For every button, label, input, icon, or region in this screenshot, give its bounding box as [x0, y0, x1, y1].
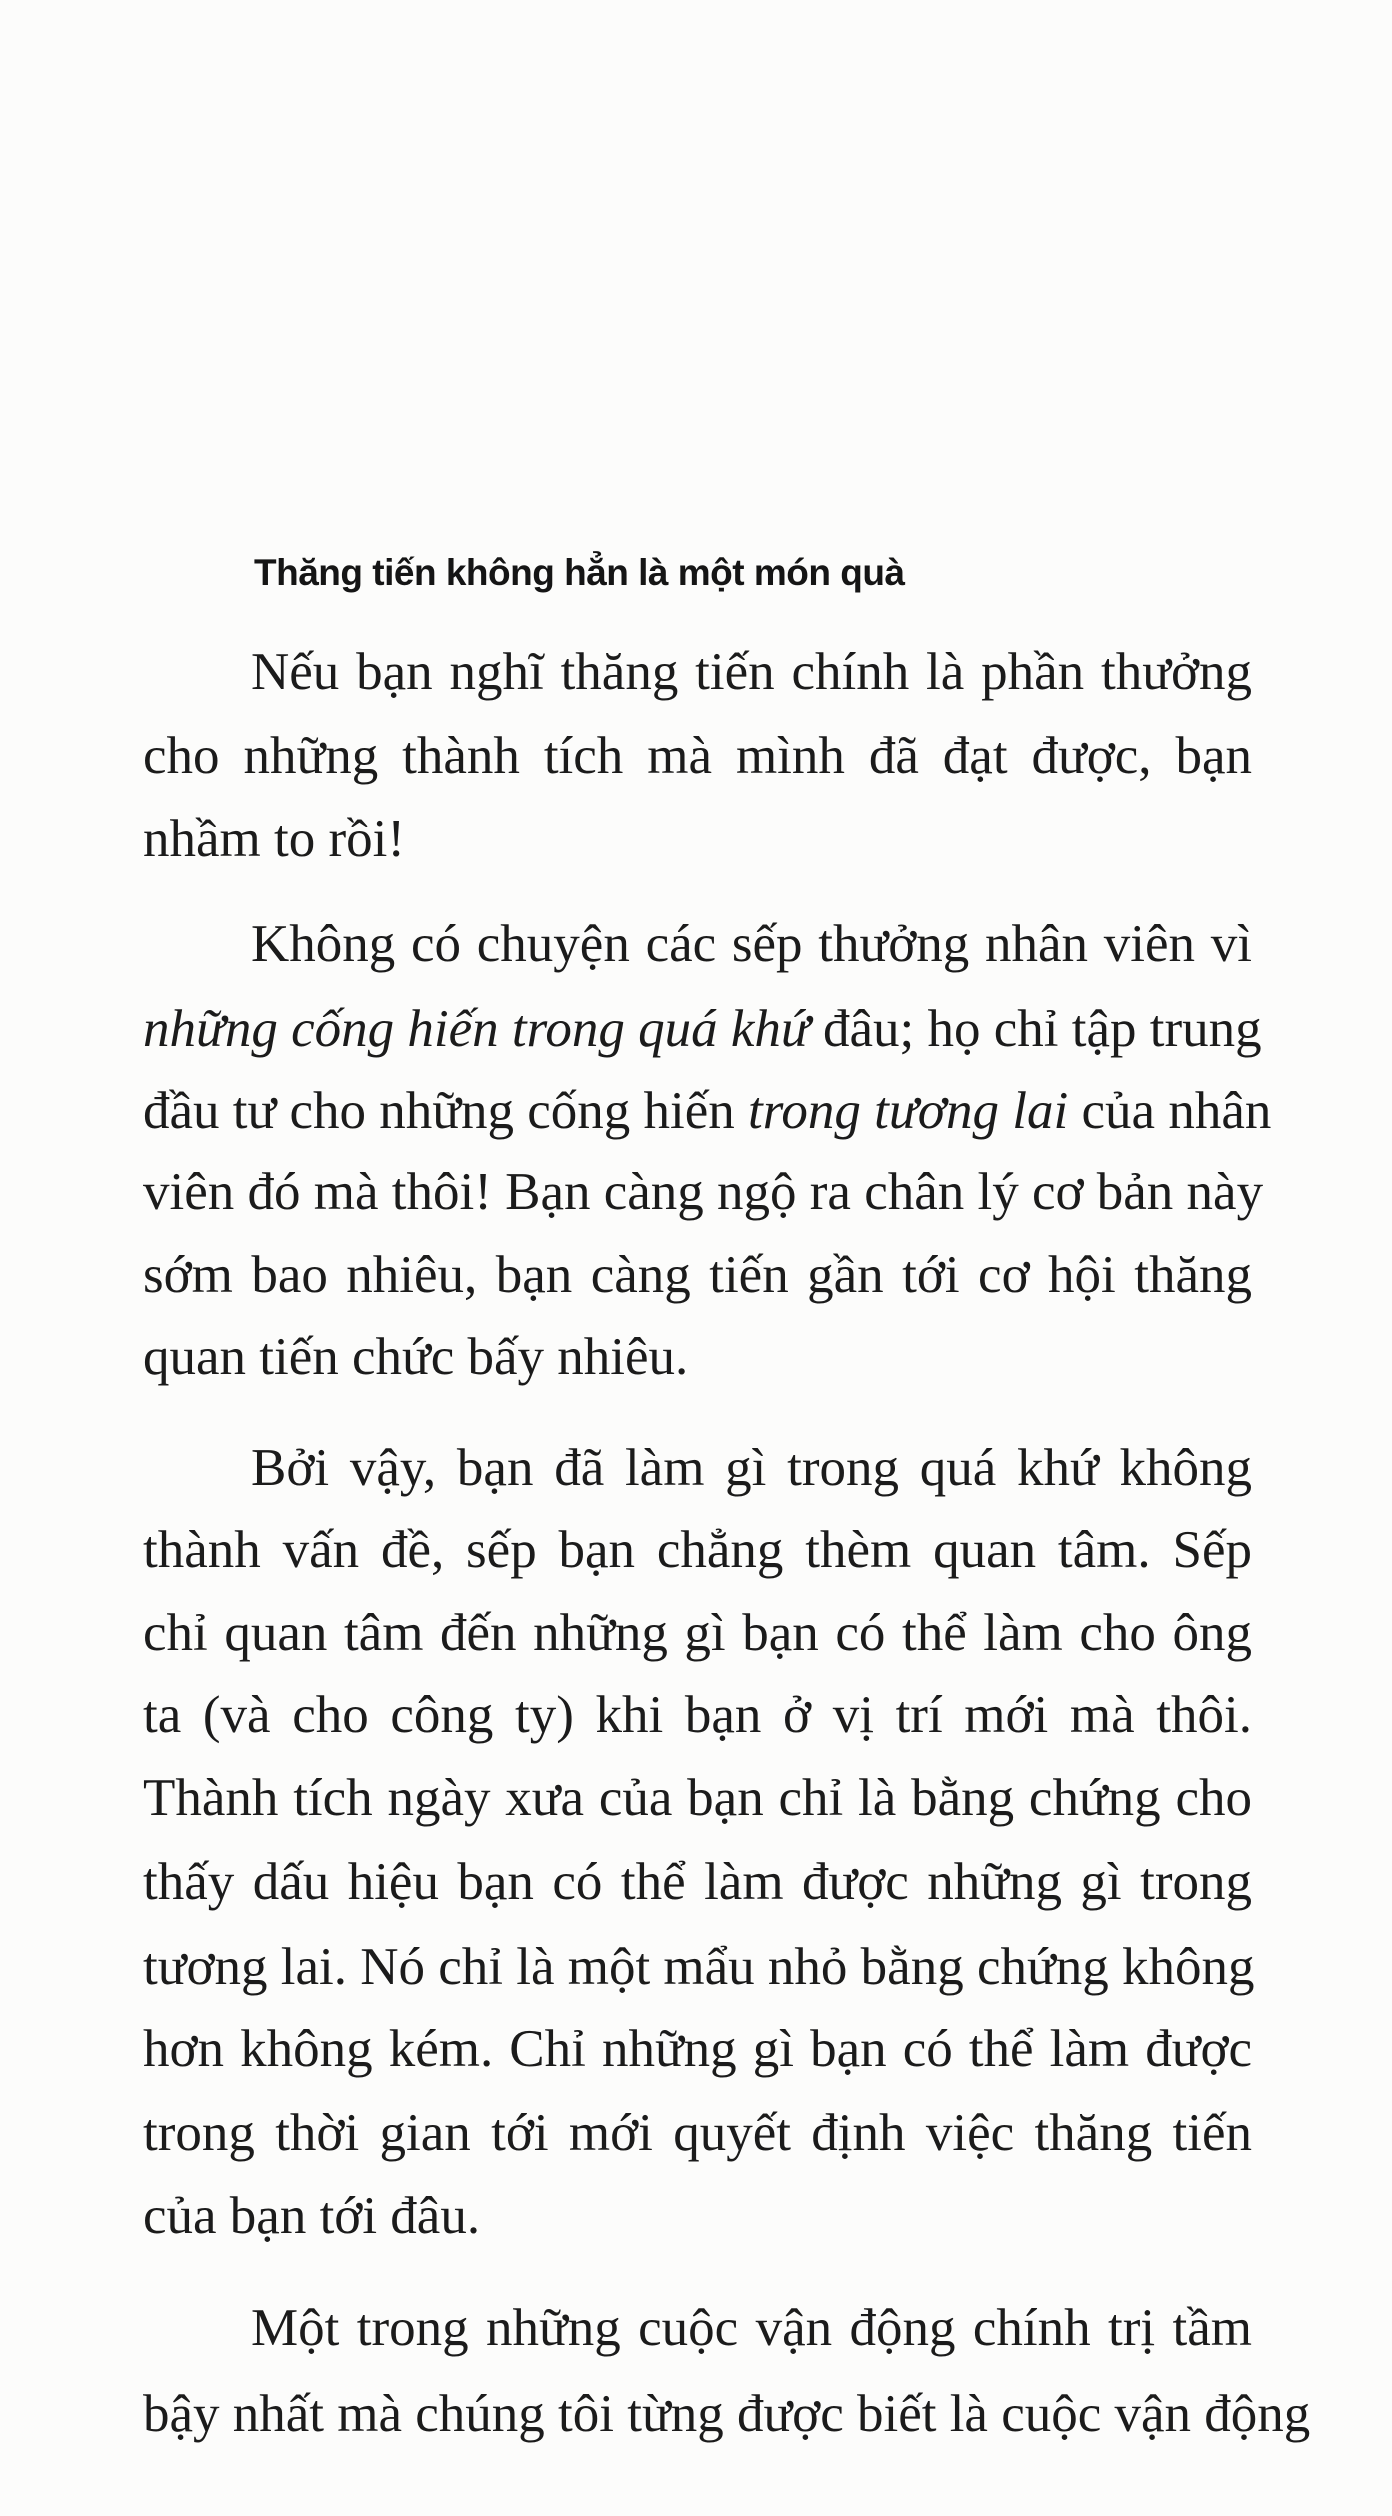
section-heading: Thăng tiến không hẳn là một món quà — [254, 552, 905, 593]
text-segment: của nhân — [1068, 1082, 1272, 1140]
text-segment: Nếu bạn nghĩ thăng tiến chính là phần thưởng — [251, 643, 1252, 701]
text-line — [143, 724, 1252, 788]
text-line — [143, 1325, 1252, 1389]
text-line — [143, 2017, 1252, 2081]
text-segment: ta (và cho công ty) khi bạn ở vị trí mới mà thôi. — [143, 1686, 1252, 1744]
text-segment: hơn không kém. Chỉ những gì bạn có thể làm được — [143, 2020, 1252, 2078]
text-segment: quan tiến chức bấy nhiêu. — [143, 1328, 689, 1386]
text-line — [143, 1243, 1252, 1307]
text-line — [143, 1518, 1252, 1582]
text-segment: thấy dấu hiệu bạn có thể làm được những gì trong — [143, 1853, 1252, 1911]
text-line — [251, 640, 1252, 704]
text-segment: cho những thành tích mà mình đã đạt được, bạn — [143, 727, 1252, 785]
text-segment: đâu; họ chỉ tập trung — [809, 1000, 1262, 1058]
text-line — [143, 1850, 1252, 1914]
text-segment: bậy nhất mà chúng tôi từng được biết là cuộc vận động — [143, 2385, 1311, 2443]
text-line — [251, 912, 1252, 976]
text-line — [251, 1436, 1252, 1500]
text-line — [143, 2184, 1252, 2248]
text-segment: của bạn tới đâu. — [143, 2187, 481, 2245]
text-segment: Bởi vậy, bạn đã làm gì trong quá khứ không — [251, 1439, 1252, 1497]
text-segment: đầu tư cho những cống hiến — [143, 1082, 748, 1140]
text-segment: trong thời gian tới mới quyết định việc thăng tiến — [143, 2104, 1252, 2162]
text-segment: nhầm to rồi! — [143, 810, 405, 868]
text-line — [143, 1079, 1272, 1143]
text-line — [143, 1160, 1264, 1224]
text-segment: tương lai. Nó chỉ là một mẩu nhỏ bằng chứng không — [143, 1938, 1255, 1996]
text-line — [143, 1935, 1255, 1999]
italic-text: trong tương lai — [748, 1082, 1069, 1140]
text-line — [143, 1683, 1252, 1747]
text-segment: Không có chuyện các sếp thưởng nhân viên vì — [251, 915, 1252, 973]
text-segment: viên đó mà thôi! Bạn càng ngộ ra chân lý cơ bản này — [143, 1163, 1264, 1221]
text-line — [143, 807, 1252, 871]
text-line — [143, 997, 1262, 1061]
text-segment: chỉ quan tâm đến những gì bạn có thể làm cho ông — [143, 1604, 1252, 1662]
text-segment: thành vấn đề, sếp bạn chẳng thèm quan tâm. Sếp — [143, 1521, 1252, 1579]
text-line — [143, 2382, 1311, 2446]
text-line — [143, 1766, 1252, 1830]
text-line — [251, 2296, 1252, 2360]
text-segment: Thành tích ngày xưa của bạn chỉ là bằng chứng cho — [143, 1769, 1252, 1827]
italic-text: những cống hiến trong quá khứ — [143, 1000, 810, 1058]
text-segment: sớm bao nhiêu, bạn càng tiến gần tới cơ hội thăng — [143, 1246, 1252, 1304]
text-line — [143, 1601, 1252, 1665]
text-segment: Một trong những cuộc vận động chính trị tầm — [251, 2299, 1252, 2357]
text-line — [143, 2101, 1252, 2165]
